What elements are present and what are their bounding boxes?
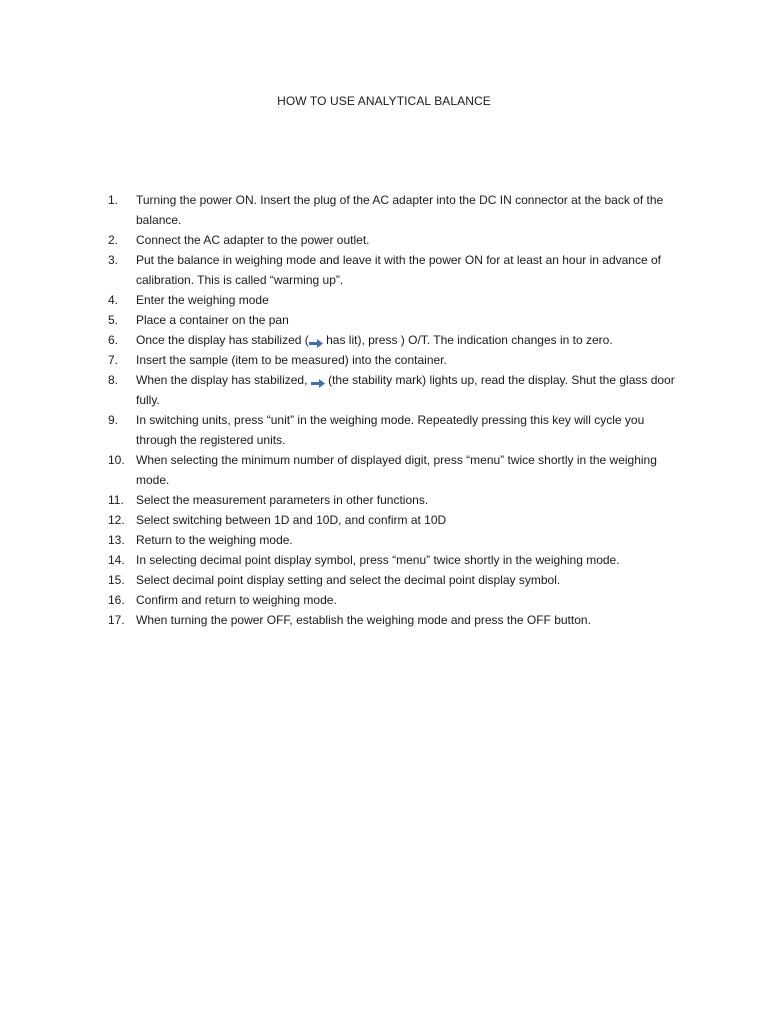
steps-list (108, 190, 688, 630)
list-item (108, 230, 688, 250)
step-number: 12. (108, 513, 125, 527)
step-text: Select decimal point display setting and select the decimal point display symbol. (136, 573, 561, 587)
step-text: Enter the weighing mode (136, 293, 269, 307)
step-number: 2. (108, 233, 119, 247)
step-number: 8. (108, 373, 119, 387)
step-text: Turning the power ON. Insert the plug of the AC adapter into the DC IN connector at the back of the balance. (136, 193, 664, 227)
step-text: When selecting the minimum number of displayed digit, press “menu” twice shortly in the weighing mode. (136, 453, 657, 487)
step-number: 10. (108, 453, 125, 467)
step-text: Confirm and return to weighing mode. (136, 593, 337, 607)
list-item (108, 310, 688, 330)
step-number: 4. (108, 293, 119, 307)
step-text: Select switching between 1D and 10D, and confirm at 10D (136, 513, 447, 527)
list-item (108, 250, 688, 290)
step-number: 16. (108, 593, 125, 607)
list-item (108, 410, 688, 450)
step-text: Return to the weighing mode. (136, 533, 293, 547)
list-item (108, 530, 688, 550)
step-text: When turning the power OFF, establish the weighing mode and press the OFF button. (136, 613, 591, 627)
right-arrow-icon (309, 336, 323, 346)
list-item (108, 330, 688, 350)
step-text: Insert the sample (item to be measured) into the container. (136, 353, 447, 367)
list-item (108, 190, 688, 230)
step-number: 6. (108, 333, 119, 347)
step-text: In selecting decimal point display symbol, press “menu” twice shortly in the weighing mode. (136, 553, 620, 567)
list-item (108, 610, 688, 630)
step-number: 1. (108, 193, 119, 207)
step-number: 9. (108, 413, 119, 427)
list-item (108, 490, 688, 510)
list-item (108, 350, 688, 370)
step-number: 7. (108, 353, 119, 367)
step-text: Put the balance in weighing mode and leave it with the power ON for at least an hour in advance of calibration. This is called “warming up”. (136, 253, 661, 287)
step-number: 3. (108, 253, 119, 267)
step-number: 11. (108, 493, 124, 507)
step-text: Connect the AC adapter to the power outlet. (136, 233, 370, 247)
step-number: 13. (108, 533, 125, 547)
step-number: 14. (108, 553, 125, 567)
step-text (136, 370, 688, 410)
page-title: HOW TO USE ANALYTICAL BALANCE (277, 94, 491, 108)
list-item (108, 510, 688, 530)
right-arrow-icon (311, 376, 325, 386)
step-text (136, 330, 688, 350)
step-text: Select the measurement parameters in other functions. (136, 493, 429, 507)
step-text: In switching units, press “unit” in the weighing mode. Repeatedly pressing this key will cycle you through the registered units. (136, 413, 645, 447)
step-text-before: Once the display has stabilized ( (136, 333, 309, 347)
step-number: 5. (108, 313, 119, 327)
list-item (108, 450, 688, 490)
list-item (108, 370, 688, 410)
list-item (108, 570, 688, 590)
step-text-before: When the display has stabilized, (136, 373, 311, 387)
step-number: 15. (108, 573, 125, 587)
step-number: 17. (108, 613, 125, 627)
list-item (108, 590, 688, 610)
list-item (108, 290, 688, 310)
list-item (108, 550, 688, 570)
step-text-after: has lit), press ) O/T. The indication changes in to zero. (322, 333, 613, 347)
step-text-after: (the stability mark) lights up, read the display. Shut the glass door fully. (136, 373, 675, 407)
step-text: Place a container on the pan (136, 313, 289, 327)
